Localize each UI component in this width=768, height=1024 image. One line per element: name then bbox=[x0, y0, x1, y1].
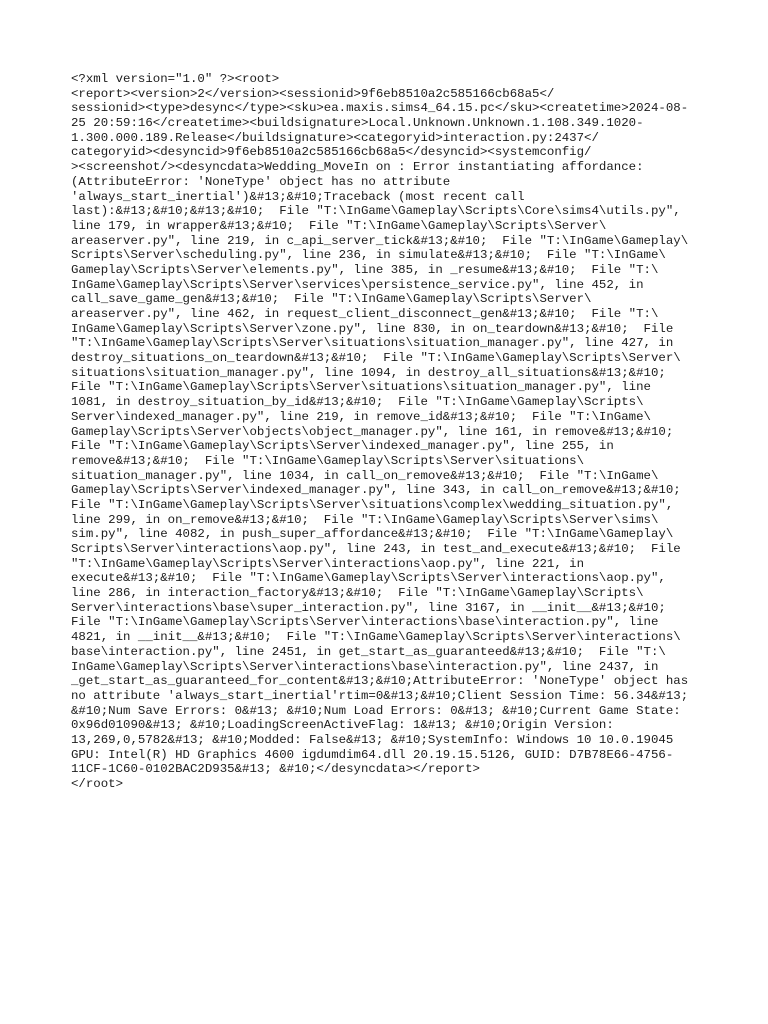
report-line: last):&#13;&#10;&#13;&#10; File "T:\InGame\Gameplay\Scripts\Core\sims4\utils.py", bbox=[71, 204, 681, 219]
report-line: Server\interactions\base\super_interaction.py", line 3167, in __init__&#13;&#10; bbox=[71, 600, 666, 615]
report-line: 1081, in destroy_situation_by_id&#13;&#10; File "T:\InGame\Gameplay\Scripts\ bbox=[71, 395, 644, 410]
report-line: situations\situation_manager.py", line 1094, in destroy_all_situations&#13;&#10; bbox=[71, 365, 666, 380]
report-line: File "T:\InGame\Gameplay\Scripts\Server\indexed_manager.py", line 255, in bbox=[71, 439, 614, 454]
report-line: InGame\Gameplay\Scripts\Server\zone.py", line 830, in on_teardown&#13;&#10; File bbox=[71, 321, 674, 336]
report-line: areaserver.py", line 219, in c_api_server_tick&#13;&#10; File "T:\InGame\Gameplay\ bbox=[71, 233, 689, 248]
report-line: 25 20:59:16</createtime><buildsignature>Local.Unknown.Unknown.1.108.349.1020- bbox=[71, 116, 644, 131]
report-line: situation_manager.py", line 1034, in call_on_remove&#13;&#10; File "T:\InGame\ bbox=[71, 468, 659, 483]
report-line: File "T:\InGame\Gameplay\Scripts\Server\situations\complex\wedding_situation.py", bbox=[71, 497, 674, 512]
report-line: Scripts\Server\scheduling.py", line 236, in simulate&#13;&#10; File "T:\InGame\ bbox=[71, 248, 666, 263]
report-line: Gameplay\Scripts\Server\objects\object_manager.py", line 161, in remove&#13;&#10; bbox=[71, 424, 674, 439]
report-line: line 286, in interaction_factory&#13;&#10; File "T:\InGame\Gameplay\Scripts\ bbox=[71, 586, 644, 601]
report-line: 0x96d01090&#13; &#10;LoadingScreenActiveFlag: 1&#13; &#10;Origin Version: bbox=[71, 718, 614, 733]
report-line: 'always_start_inertial')&#13;&#10;Traceback (most recent call bbox=[71, 189, 525, 204]
report-line: 1.300.000.189.Release</buildsignature><categoryid>interaction.py:2437</ bbox=[71, 130, 599, 145]
desync-report-text bbox=[71, 72, 711, 792]
report-line: base\interaction.py", line 2451, in get_start_as_guaranteed&#13;&#10; File "T:\ bbox=[71, 644, 666, 659]
report-line: Scripts\Server\interactions\aop.py", line 243, in test_and_execute&#13;&#10; File bbox=[71, 542, 681, 556]
report-line: 13,269,0,5782&#13; &#10;Modded: False&#13; &#10;SystemInfo: Windows 10 10.0.19045 bbox=[71, 732, 674, 747]
report-line: destroy_situations_on_teardown&#13;&#10; File "T:\InGame\Gameplay\Scripts\Server\ bbox=[71, 351, 681, 366]
report-line: (AttributeError: 'NoneType' object has no attribute bbox=[71, 174, 451, 189]
report-line: Server\indexed_manager.py", line 219, in remove_id&#13;&#10; File "T:\InGame\ bbox=[71, 409, 651, 424]
report-line: 4821, in __init__&#13;&#10; File "T:\InGame\Gameplay\Scripts\Server\interactions\ bbox=[71, 630, 681, 645]
report-line: InGame\Gameplay\Scripts\Server\services\persistence_service.py", line 452, in bbox=[71, 277, 644, 292]
report-line: &#10;Num Save Errors: 0&#13; &#10;Num Load Errors: 0&#13; &#10;Current Game State: bbox=[71, 703, 681, 718]
report-line: "T:\InGame\Gameplay\Scripts\Server\interactions\aop.py", line 221, in bbox=[71, 556, 585, 571]
report-line: <?xml version="1.0" ?><root> bbox=[71, 72, 280, 86]
report-line: ><screenshot/><desyncdata>Wedding_MoveIn on : Error instantiating affordance: bbox=[71, 160, 644, 175]
report-line: InGame\Gameplay\Scripts\Server\interactions\base\interaction.py", line 2437, in bbox=[71, 659, 659, 674]
report-line: call_save_game_gen&#13;&#10; File "T:\InGame\Gameplay\Scripts\Server\ bbox=[71, 292, 592, 307]
report-line: <report><version>2</version><sessionid>9f6eb8510a2c585166cb68a5</ bbox=[71, 86, 555, 101]
report-line: categoryid><desyncid>9f6eb8510a2c585166cb68a5</desyncid><systemconfig/ bbox=[71, 145, 592, 160]
report-line: _get_start_as_guaranteed_for_content&#13;&#10;AttributeError: 'NoneType' object has bbox=[71, 674, 689, 689]
report-line: no attribute 'always_start_inertial'rtim=0&#13;&#10;Client Session Time: 56.34&#13; bbox=[71, 688, 689, 703]
report-line: sim.py", line 4082, in push_super_affordance&#13;&#10; File "T:\InGame\Gameplay\ bbox=[71, 527, 674, 542]
report-line: line 179, in wrapper&#13;&#10; File "T:\InGame\Gameplay\Scripts\Server\ bbox=[71, 218, 607, 233]
report-line: sessionid><type>desync</type><sku>ea.maxis.sims4_64.15.pc</sku><createtime>2024-08- bbox=[71, 101, 689, 116]
report-line: GPU: Intel(R) HD Graphics 4600 igdumdim64.dll 20.19.15.5126, GUID: D7B78E66-4756- bbox=[71, 747, 674, 762]
report-line: File "T:\InGame\Gameplay\Scripts\Server\situations\situation_manager.py", line bbox=[71, 380, 651, 395]
report-line: "T:\InGame\Gameplay\Scripts\Server\situations\situation_manager.py", line 427, in bbox=[71, 336, 674, 351]
report-line: File "T:\InGame\Gameplay\Scripts\Server\interactions\base\interaction.py", line bbox=[71, 615, 659, 630]
report-line: 11CF-1C60-0102BAC2D935&#13; &#10;</desyncdata></report> bbox=[71, 762, 480, 777]
report-line: line 299, in on_remove&#13;&#10; File "T:\InGame\Gameplay\Scripts\Server\sims\ bbox=[71, 512, 659, 527]
report-line: execute&#13;&#10; File "T:\InGame\Gameplay\Scripts\Server\interactions\aop.py", bbox=[71, 571, 666, 586]
report-line: areaserver.py", line 462, in request_client_disconnect_gen&#13;&#10; File "T:\ bbox=[71, 307, 659, 321]
report-line: Gameplay\Scripts\Server\indexed_manager.py", line 343, in call_on_remove&#13;&#10; bbox=[71, 483, 681, 498]
report-line: remove&#13;&#10; File "T:\InGame\Gameplay\Scripts\Server\situations\ bbox=[71, 453, 585, 468]
report-line: </root> bbox=[71, 777, 124, 791]
report-line: Gameplay\Scripts\Server\elements.py", line 385, in _resume&#13;&#10; File "T:\ bbox=[71, 262, 659, 277]
